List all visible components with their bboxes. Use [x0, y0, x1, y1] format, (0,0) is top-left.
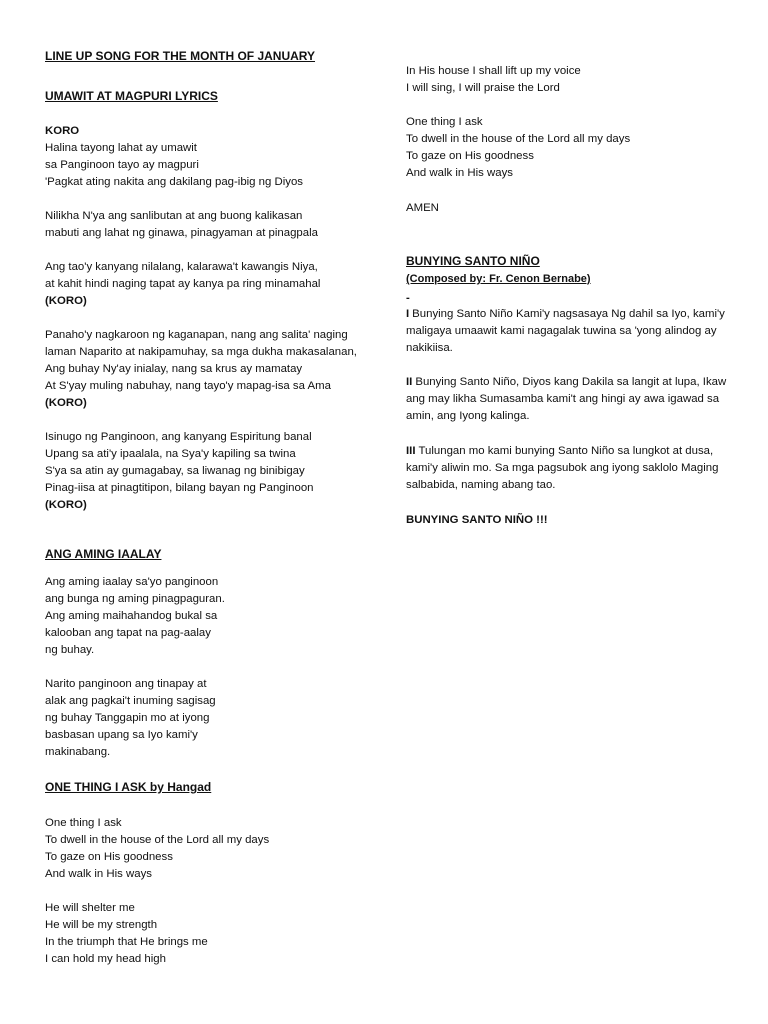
- stanza-line: He will be my strength: [45, 919, 158, 931]
- stanza-line: Narito panginoon ang tinapay at: [45, 678, 207, 690]
- verse-line: Isinugo ng Panginoon, ang kanyang Espiritung banal: [45, 431, 312, 443]
- verse-block: [406, 374, 731, 425]
- koro-line: 'Pagkat ating nakita ang dakilang pag-ibig ng Diyos: [45, 176, 304, 188]
- verse-line: Upang sa ati'y ipaalala, na Sya'y kapiling sa twina: [45, 448, 296, 460]
- stanza-line: He will shelter me: [45, 902, 135, 914]
- stanza-line: In His house I shall lift up my voice: [406, 65, 581, 77]
- verse-line: laman Naparito at nakipamuhay, sa mga dukha makasalanan,: [45, 346, 357, 358]
- verse-line: At S'yay muling nabuhay, nang tayo'y mapag-isa sa Ama: [45, 380, 331, 392]
- stanza-line: Ang aming iaalay sa'yo panginoon: [45, 576, 219, 588]
- stanza-line: To dwell in the house of the Lord all my days: [406, 133, 631, 145]
- stanza-line: In the triumph that He brings me: [45, 936, 208, 948]
- stanza-line: To dwell in the house of the Lord all my days: [45, 834, 270, 846]
- stanza-line: I can hold my head high: [45, 953, 166, 965]
- stanza-line: ng buhay Tanggapin mo at iyong: [45, 712, 210, 724]
- stanza-line: alak ang pagkai't inuming sagisag: [45, 695, 216, 707]
- verse-line: Ang tao'y kanyang nilalang, kalarawa't kawangis Niya,: [45, 261, 318, 273]
- verse-line: mabuti ang lahat ng ginawa, pinagyaman at pinagpala: [45, 227, 318, 239]
- stanza-line: Ang aming maihahandog bukal sa: [45, 610, 218, 622]
- koro-label: KORO: [45, 125, 80, 137]
- stanza-line: One thing I ask: [406, 116, 483, 128]
- verse-number: III: [406, 445, 416, 457]
- stanza-line: One thing I ask: [45, 817, 122, 829]
- verse-text: Bunying Santo Niño Kami'y nagsasaya Ng dahil sa Iyo, kami'y maligaya umaawit kami nagagalak tuwina sa 'yong alindog ay nakikiisa.: [406, 308, 725, 354]
- stanza-line: And walk in His ways: [45, 868, 152, 880]
- verse-line: Ang buhay Ny'ay inialay, nang sa krus ay mamatay: [45, 363, 303, 375]
- stanza-line: ng buhay.: [45, 644, 95, 656]
- closing-line: BUNYING SANTO NIÑO !!!: [406, 514, 548, 526]
- main-title: LINE UP SONG FOR THE MONTH OF JANUARY: [45, 49, 316, 63]
- amen-text: AMEN: [406, 202, 439, 214]
- koro-line: Halina tayong lahat ay umawit: [45, 142, 197, 154]
- stanza-line: makinabang.: [45, 746, 111, 758]
- koro-reference: (KORO): [45, 295, 87, 307]
- stanza-line: To gaze on His goodness: [406, 150, 534, 162]
- song1-title: UMAWIT AT MAGPURI LYRICS: [45, 89, 218, 103]
- koro-reference: (KORO): [45, 397, 87, 409]
- composer-credit: (Composed by: Fr. Cenon Bernabe): [406, 273, 591, 285]
- verse-number: I: [406, 308, 410, 320]
- verse-line: at kahit hindi naging tapat ay kanya pa ring minamahal: [45, 278, 321, 290]
- verse-text: Bunying Santo Niño, Diyos kang Dakila sa langit at lupa, Ikaw ang may likha Sumasamba kami't ang hingi ay awa igawad sa amin, ang Iyong kalinga.: [406, 376, 727, 422]
- stanza-line: ang bunga ng aming pinagpaguran.: [45, 593, 225, 605]
- stanza-line: kalooban ang tapat na pag-aalay: [45, 627, 211, 639]
- verse-line: Panaho'y nagkaroon ng kaganapan, nang ang salita' naging: [45, 329, 348, 341]
- stanza-line: basbasan upang sa Iyo kami'y: [45, 729, 198, 741]
- song2-title: ANG AMING IAALAY: [45, 547, 162, 561]
- koro-line: sa Panginoon tayo ay magpuri: [45, 159, 199, 171]
- song3-title: ONE THING I ASK by Hangad: [45, 780, 212, 794]
- dash-mark: -: [406, 292, 410, 304]
- verse-text: Tulungan mo kami bunying Santo Niño sa lungkot at dusa, kami'y aliwin mo. Sa mga pagsubok ang iyong saklolo Maging salbabida, naming abang tao.: [406, 445, 719, 491]
- stanza-line: I will sing, I will praise the Lord: [406, 82, 560, 94]
- verse-line: S'ya sa atin ay gumagabay, sa liwanag ng binibigay: [45, 465, 305, 477]
- stanza-line: To gaze on His goodness: [45, 851, 173, 863]
- verse-block: [406, 306, 731, 357]
- koro-reference: (KORO): [45, 499, 87, 511]
- stanza-line: And walk in His ways: [406, 167, 513, 179]
- verse-block: [406, 443, 731, 494]
- verse-number: II: [406, 376, 413, 388]
- verse-line: Nilikha N'ya ang sanlibutan at ang buong kalikasan: [45, 210, 303, 222]
- song4-title: BUNYING SANTO NIÑO: [406, 254, 540, 268]
- verse-line: Pinag-iisa at pinagtitipon, bilang bayan ng Panginoon: [45, 482, 314, 494]
